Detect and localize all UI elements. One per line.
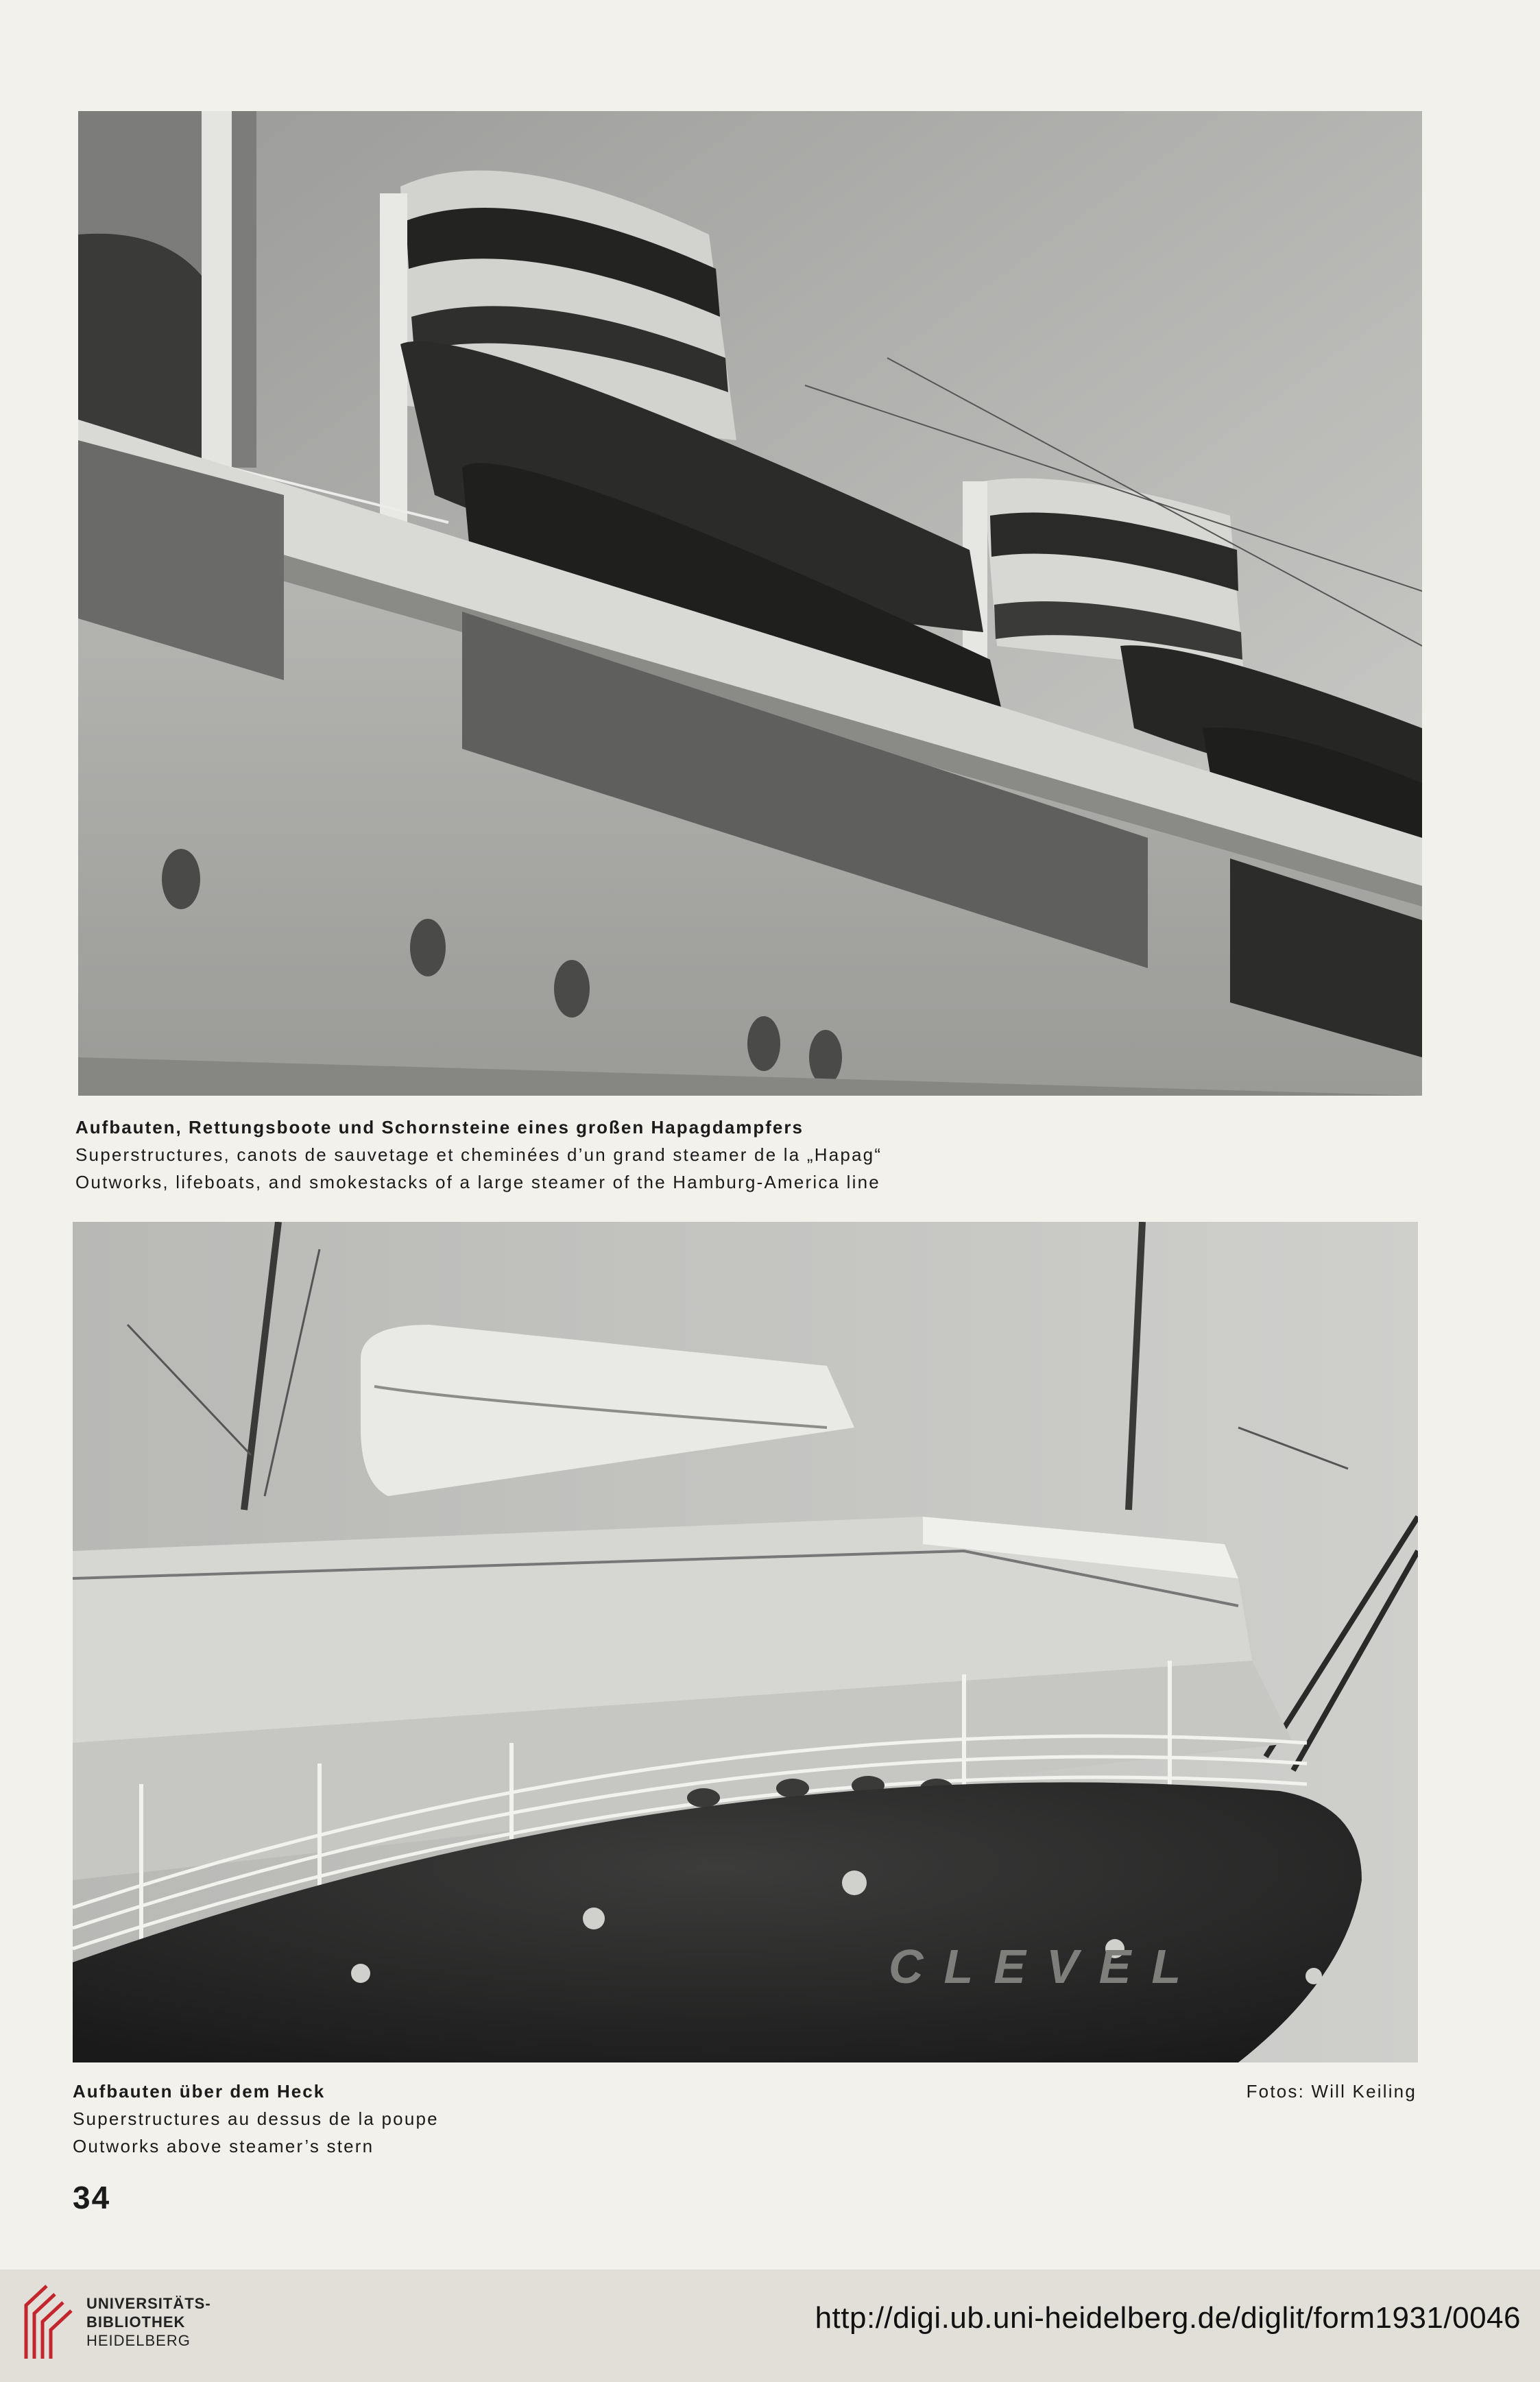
photo-lifeboats-funnels — [78, 111, 1422, 1096]
library-name-line1: UNIVERSITÄTS- — [86, 2295, 211, 2312]
digital-library-url-link[interactable]: http://digi.ub.uni-heidelberg.de/diglit/form1931/0046 — [815, 2301, 1521, 2335]
caption-bottom-german: Aufbauten über dem Heck — [73, 2081, 326, 2102]
library-name-line2: BIBLIOTHEK — [86, 2313, 186, 2331]
photo-credit: Fotos: Will Keiling — [1246, 2081, 1417, 2102]
caption-top-english: Outworks, lifeboats, and smokestacks of a large steamer of the Hamburg-America line — [75, 1172, 880, 1192]
page-number: 34 — [73, 2180, 111, 2215]
photo-stern-graphic — [73, 1222, 1418, 2062]
caption-bottom-english: Outworks above steamer’s stern — [73, 2136, 374, 2156]
library-name-line3: HEIDELBERG — [86, 2332, 191, 2349]
caption-top — [75, 1114, 1433, 1196]
photo-stern-superstructure — [73, 1222, 1418, 2062]
library-name — [86, 2294, 211, 2350]
caption-bottom — [73, 2078, 964, 2160]
stern-lettering: CLEVEL — [889, 1940, 1202, 1993]
caption-bottom-french: Superstructures au dessus de la poupe — [73, 2108, 439, 2129]
photo-lifeboats-graphic — [78, 111, 1422, 1096]
caption-top-german: Aufbauten, Rettungsboote und Schornsteine eines großen Hapagdampfers — [75, 1117, 804, 1138]
caption-top-french: Superstructures, canots de sauvetage et cheminées d’un grand steamer de la „Hapag“ — [75, 1144, 882, 1165]
library-logo-icon — [16, 2282, 75, 2364]
